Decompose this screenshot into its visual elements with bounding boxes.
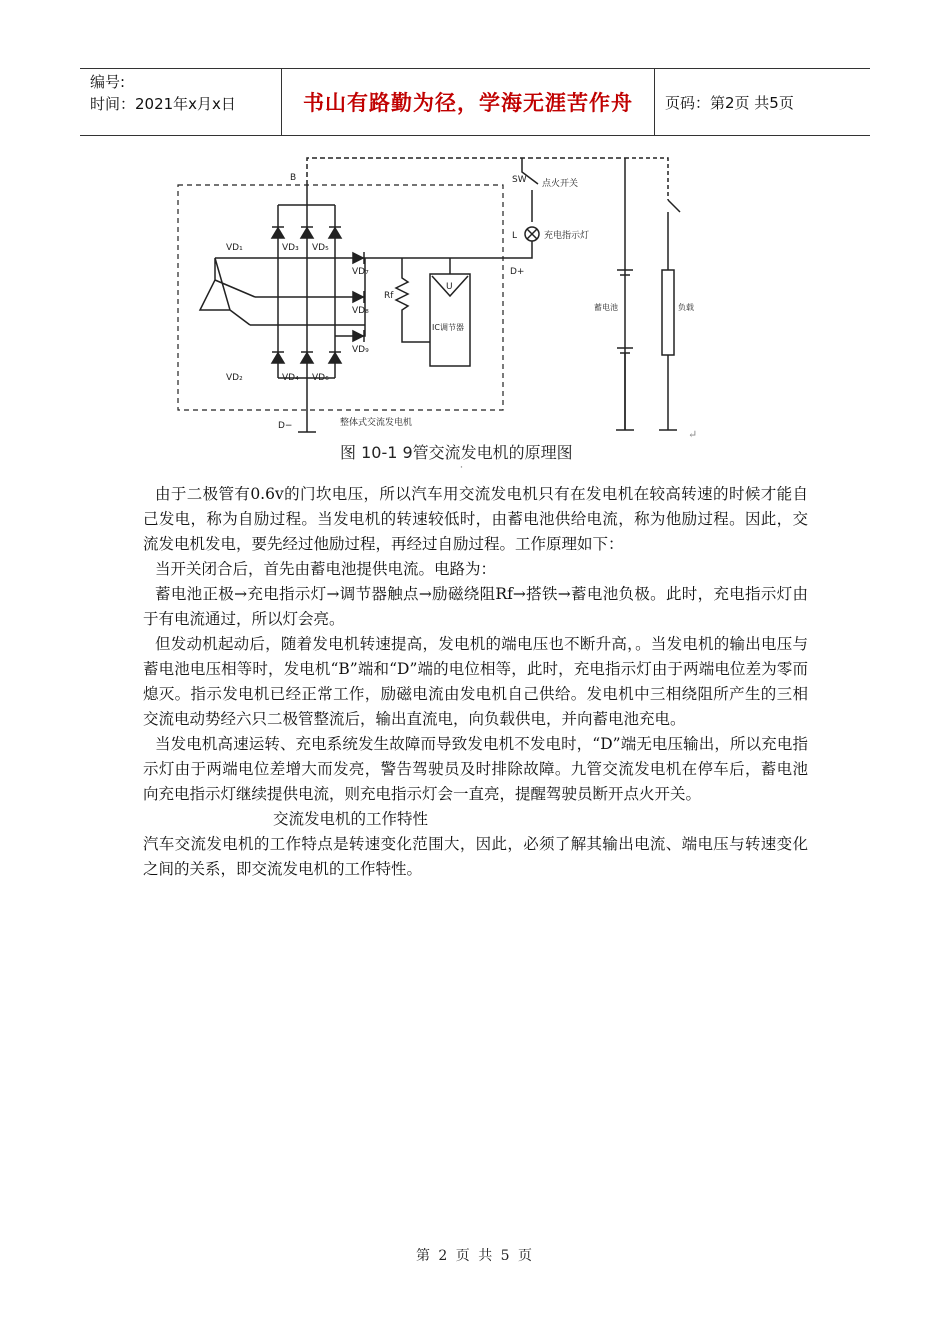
label-vd8: VD₈ bbox=[352, 306, 369, 316]
paragraph-mark-icon: ↵ bbox=[688, 428, 698, 441]
upper-diodes bbox=[272, 227, 341, 238]
label-vd1: VD₁ bbox=[226, 243, 243, 253]
paragraph-5: 当发电机高速运转、充电系统发生故障而导致发电机不发电时，“D”端无电压输出，所以充电指示灯由于两端电位差增大而发亮，警告驾驶员及时排除故障。九管交流发电机在停车后，蓄电池向充电指示灯继续提供电流，则充电指示灯会一直亮，提醒驾驶员断开点火开关。 bbox=[143, 735, 808, 803]
label-generator: 整体式交流发电机 bbox=[340, 418, 413, 428]
paragraph-2: 当开关闭合后，首先由蓄电池提供电流。电路为： bbox=[155, 560, 497, 578]
stator-winding bbox=[200, 258, 255, 325]
label-vd9: VD₉ bbox=[352, 345, 369, 355]
figure-caption: 图 10-1 9管交流发电机的原理图 bbox=[340, 443, 573, 462]
label-battery: 蓄电池 bbox=[594, 303, 618, 312]
body-text bbox=[143, 482, 808, 882]
paragraph-6: 汽车交流发电机的工作特点是转速变化范围大，因此，必须了解其输出电流、端电压与转速变化之间的关系，即交流发电机的工作特性。 bbox=[143, 835, 808, 878]
page-header bbox=[80, 68, 870, 136]
exciter-diodes bbox=[353, 252, 364, 342]
document-date: 时间：2021年x月x日 bbox=[90, 95, 236, 113]
label-lamp: L bbox=[512, 231, 518, 241]
label-d-plus: D+ bbox=[510, 267, 525, 277]
document-number-label: 编号: bbox=[90, 73, 126, 91]
label-rf: Rf bbox=[384, 291, 394, 301]
header-motto: 书山有路勤为径，学海无涯苦作舟 bbox=[282, 69, 655, 135]
label-vd7: VD₇ bbox=[352, 267, 369, 277]
label-vd4: VD₄ bbox=[282, 373, 299, 383]
label-load: 负载 bbox=[678, 303, 694, 312]
anchor-mark-icon: ⸱ bbox=[460, 461, 463, 474]
indicator-lamp-cross bbox=[527, 229, 537, 239]
field-winding-rf bbox=[396, 258, 430, 342]
label-vd3: VD₃ bbox=[282, 243, 299, 253]
page-footer: 第 2 页 共 5 页 bbox=[415, 1248, 535, 1264]
label-ignition-switch: 点火开关 bbox=[542, 179, 579, 189]
label-vd6: VD₆ bbox=[312, 373, 329, 383]
d-minus-ground bbox=[298, 408, 316, 432]
label-b: B bbox=[290, 173, 297, 183]
load-resistor bbox=[662, 270, 674, 355]
label-sw: SW bbox=[512, 175, 527, 185]
paragraph-3: 蓄电池正极→充电指示灯→调节器触点→励磁绕阻Rf→搭铁→蓄电池负极。此时，充电指示灯由于有电流通过，所以灯会亮。 bbox=[143, 585, 808, 628]
paragraph-1: 由于二极管有0.6v的门坎电压，所以汽车用交流发电机只有在发电机在较高转速的时候才能自己发电，称为自励过程。当发电机的转速较低时，由蓄电池供给电流，称为他励过程。因此，交流发电机发电，要先经过他励过程，再经过自励过程。工作原理如下： bbox=[143, 485, 808, 553]
battery-ground bbox=[616, 353, 634, 430]
load-ground bbox=[659, 355, 677, 430]
section-title: 交流发电机的工作特性 bbox=[273, 810, 429, 828]
load-switch bbox=[668, 200, 680, 270]
header-page-info: 页码：第2页 共5页 bbox=[665, 93, 794, 112]
label-indicator-lamp: 充电指示灯 bbox=[544, 231, 590, 241]
lower-diodes bbox=[272, 352, 341, 363]
header-meta bbox=[80, 69, 282, 135]
bridge-top-bar bbox=[278, 185, 335, 205]
alternator-circuit-diagram bbox=[170, 150, 730, 480]
load-top-wire bbox=[625, 158, 668, 200]
d-plus-wire bbox=[503, 241, 532, 258]
label-vd5: VD₅ bbox=[312, 243, 329, 253]
label-d-minus: D− bbox=[278, 421, 293, 431]
label-regulator-u: U bbox=[446, 282, 453, 292]
label-vd2: VD₂ bbox=[226, 373, 243, 383]
label-regulator: IC调节器 bbox=[432, 323, 464, 332]
paragraph-4: 但发动机起动后，随着发电机转速提高，发电机的端电压也不断升高，。当发电机的输出电压与蓄电池电压相等时，发电机“B”端和“D”端的电位相等，此时，充电指示灯由于两端电位差为零而熄灭。指示发电机已经正常工作，励磁电流由发电机自己供给。发电机中三相绕阻所产生的三相交流电动势经六只二极管整流后，输出直流电，向负载供电，并向蓄电池充电。 bbox=[143, 635, 808, 728]
